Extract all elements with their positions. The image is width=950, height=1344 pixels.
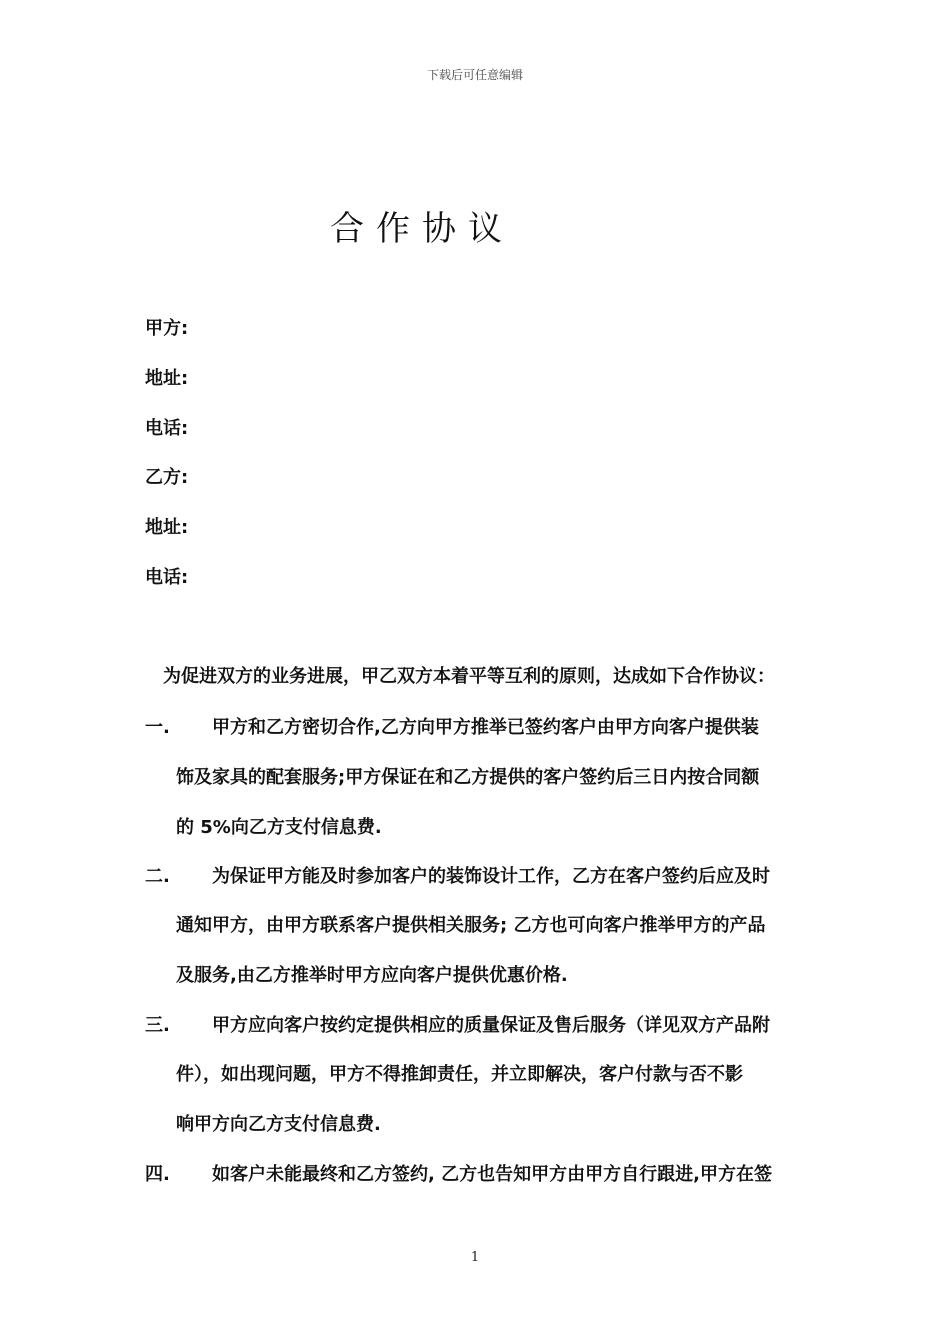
clause-1-line-1: 甲方和乙方密切合作,乙方向甲方推举已签约客户由甲方向客户提供装 (212, 717, 759, 738)
document-title: 合作协议 (330, 208, 514, 249)
clause-1-line-2: 饰及家具的配套服务;甲方保证在和乙方提供的客户签约后三日内按合同额 (176, 767, 760, 788)
party-b-label: 乙方: (145, 467, 189, 488)
header-note: 下载后可任意编辑 (426, 68, 523, 82)
clause-2-line-3: 及服务,由乙方推举时甲方应向客户提供优惠价格. (176, 965, 568, 986)
intro-paragraph: 为促进双方的业务进展，甲乙双方本着平等互利的原则，达成如下合作协议： (163, 666, 775, 687)
clause-3-line-3: 响甲方向乙方支付信息费. (176, 1114, 381, 1135)
party-a-address-label: 地址: (145, 368, 189, 389)
party-b-phone-label: 电话: (145, 567, 189, 588)
party-a-phone-label: 电话: (145, 418, 189, 439)
clause-3-line-2: 件），如出现问题，甲方不得推卸责任，并立即解决，客户付款与否不影 (176, 1064, 743, 1085)
clause-4-number: 四. (145, 1164, 170, 1185)
clause-1-line-3: 的 5%向乙方支付信息费. (176, 817, 382, 838)
page-number: 1 (470, 1250, 480, 1265)
clause-3-number: 三. (145, 1015, 170, 1036)
clause-3-line-1: 甲方应向客户按约定提供相应的质量保证及售后服务（详见双方产品附 (212, 1015, 770, 1036)
clause-2-line-2: 通知甲方，由甲方联系客户提供相关服务; 乙方也可向客户推举甲方的产品 (176, 915, 766, 936)
clause-4-line-1: 如客户未能最终和乙方签约, 乙方也告知甲方由甲方自行跟进,甲方在签 (212, 1164, 772, 1185)
party-a-label: 甲方: (145, 318, 189, 339)
clause-1-number: 一. (145, 717, 170, 738)
clause-2-number: 二. (145, 866, 170, 887)
clause-2-line-1: 为保证甲方能及时参加客户的装饰设计工作，乙方在客户签约后应及时 (212, 866, 770, 887)
party-b-address-label: 地址: (145, 517, 189, 538)
